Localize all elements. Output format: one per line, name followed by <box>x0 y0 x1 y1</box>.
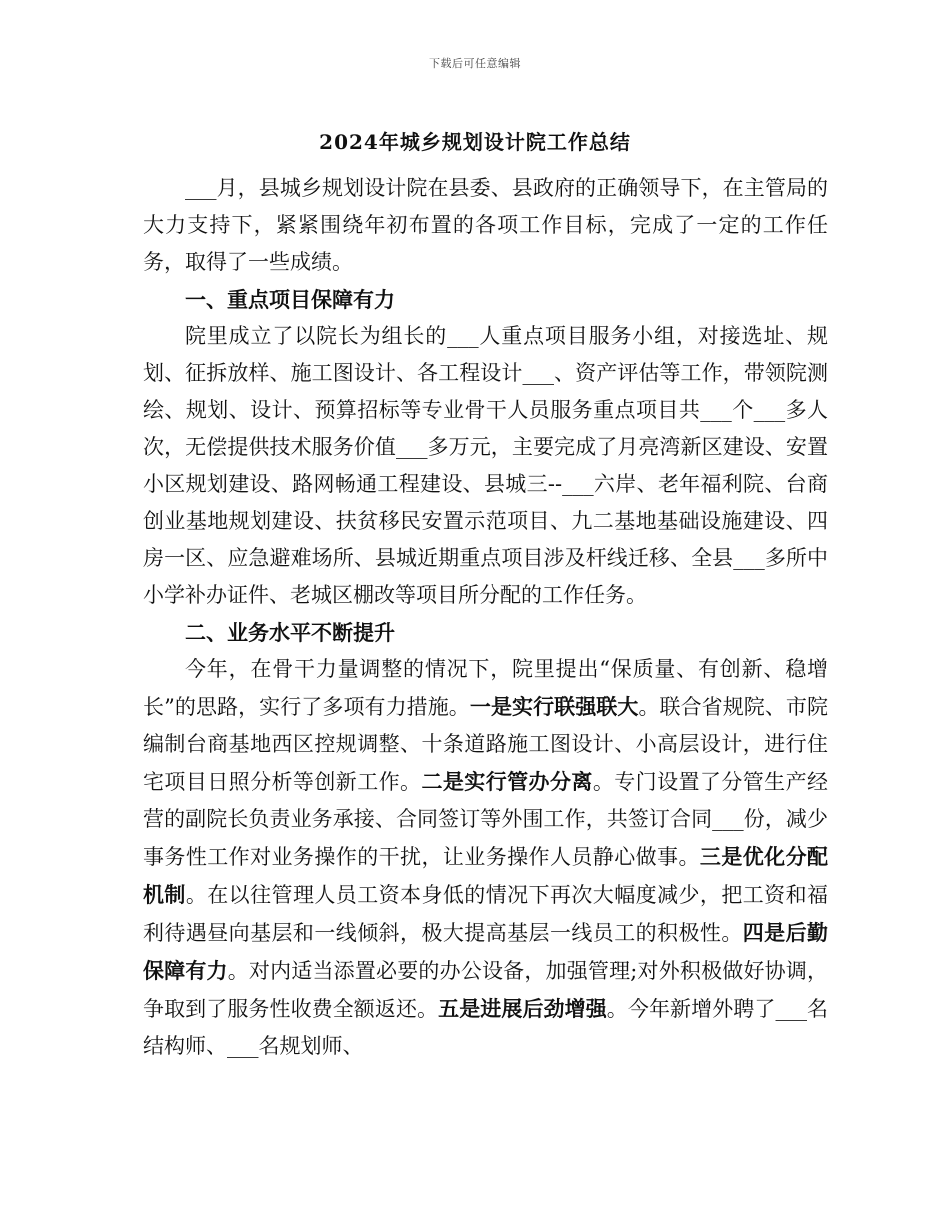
page-header-note: 下载后可任意编辑 <box>429 57 521 70</box>
measure-2-label: 二是实行管办分离 <box>421 769 593 794</box>
section-2-lead: 今年，在骨干力量调整的情况下，院里提出“保质量、有创新、稳增长”的思路，实行了多项有力措施。 <box>143 657 828 719</box>
measure-2-text: 。专门设置了分管生产经营的副院长负责业务承接、合同签订等外围工作，共签订合同___份，减少事务性工作对业务操作的干扰，让业务操作人员静心做事。 <box>143 770 829 869</box>
document-body <box>143 170 828 1065</box>
intro-paragraph: ___月，县城乡规划设计院在县委、县政府的正确领导下，在主管局的大力支持下，紧紧围绕年初布置的各项工作目标，完成了一定的工作任务，取得了一些成绩。 <box>143 176 828 274</box>
section-1-paragraph: 院里成立了以院长为组长的___人重点项目服务小组，对接选址、规划、征拆放样、施工图设计、各工程设计___、资产评估等工作，带领院测绘、规划、设计、预算招标等专业骨干人员服务重点项目共___个___多人次，无偿提供技术服务价值___多万元，主要完成了月亮湾新区建设、安置小区规划建设、路网畅通工程建设、县城三--___六岸、老年福利院、台商创业基地规划建设、扶贫移民安置示范项目、九二基地基础设施建设、四房一区、应急避难场所、县城近期重点项目涉及杆线迁移、全县___多所中小学补办证件、老城区棚改等项目所分配的工作任务。 <box>143 324 828 607</box>
section-2-paragraph <box>143 651 828 1065</box>
measure-1-label: 一是实行联强联大 <box>469 694 639 719</box>
measure-3-label: 三是优化分配机制 <box>143 844 829 907</box>
measure-5-text: 。今年新增外聘了___名结构师、___名规划师、 <box>143 997 829 1058</box>
measure-5-label: 五是进展后劲增强 <box>438 996 607 1021</box>
measure-4-text: 。对内适当添置必要的办公设备，加强管理;对外积极做好协调，争取到了服务性收费全额返还。 <box>143 959 829 1021</box>
section-2-heading: 二、业务水平不断提升 <box>185 620 395 645</box>
measure-3-text: 。在以往管理人员工资本身低的情况下再次大幅度减少，把工资和福利待遇昼向基层和一线倾斜，极大提高基层一线员工的积极性。 <box>143 883 829 945</box>
document-title: 2024年城乡规划设计院工作总结 <box>319 130 631 154</box>
measure-4-label: 四是后勤保障有力 <box>143 920 829 983</box>
measure-1-text: 。联合省规院、市院编制台商基地西区控规调整、十条道路施工图设计、小高层设计，进行住宅项目日照分析等创新工作。 <box>143 695 828 794</box>
section-1-heading: 一、重点项目保障有力 <box>185 287 395 312</box>
